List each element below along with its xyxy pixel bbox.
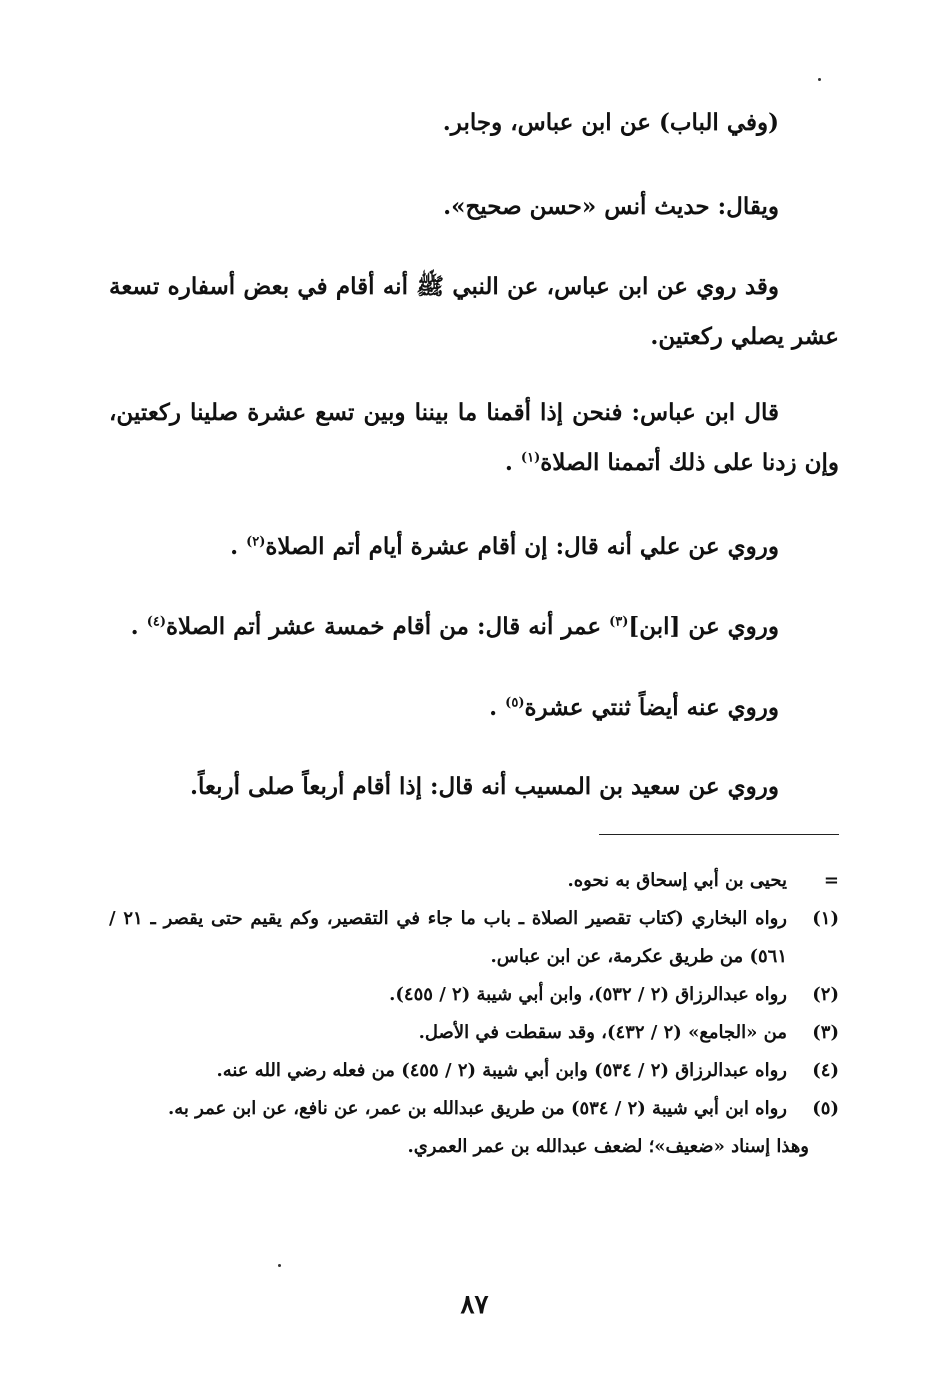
footnote-4-number: (٤) bbox=[812, 1060, 839, 1081]
paragraph-5-text: وروي عن علي أنه قال: إن أقام عشرة أيام أتم الصلاة bbox=[265, 533, 779, 560]
paragraph-5-end: . bbox=[230, 533, 247, 560]
footnote-ref-5: (٥) bbox=[505, 695, 525, 711]
footnote-1 bbox=[109, 900, 839, 976]
continuation-marker: = bbox=[823, 870, 839, 891]
footnote-2-number: (٢) bbox=[812, 984, 839, 1005]
paragraph-5 bbox=[49, 522, 779, 572]
footnote-divider bbox=[599, 834, 839, 835]
footnote-5-note: وهذا إسناد «ضعيف»؛ لضعف عبدالله بن عمر العمري. bbox=[407, 1136, 809, 1157]
page-number: ٨٧ bbox=[460, 1290, 489, 1320]
footnote-3 bbox=[109, 1014, 839, 1052]
footnote-4-text: رواه عبدالرزاق (٢ / ٥٣٤) وابن أبي شيبة (٢ / ٤٥٥) من فعله رضي الله عنه. bbox=[216, 1060, 787, 1081]
scan-speck bbox=[818, 78, 821, 81]
paragraph-1: (وفي الباب) عن ابن عباس، وجابر. bbox=[442, 109, 779, 136]
paragraph-4 bbox=[109, 388, 839, 488]
footnote-2-text: رواه عبدالرزاق (٢ / ٥٣٢)، وابن أبي شيبة (٢ / ٤٥٥). bbox=[389, 984, 787, 1005]
paragraph-4-end: . bbox=[504, 449, 521, 476]
footnote-1-text: رواه البخاري (كتاب تقصير الصلاة ـ باب ما جاء في التقصير، وكم يقيم حتى يقصر ـ ٢١ / ٥٦١) من طريق عكرمة، عن ابن عباس. bbox=[109, 908, 787, 967]
footnote-4 bbox=[109, 1052, 839, 1090]
paragraph-3: وقد روي عن ابن عباس، عن النبي ﷺ أنه أقام في بعض أسفاره تسعة عشر يصلي ركعتين. bbox=[109, 273, 839, 350]
footnote-3-number: (٣) bbox=[812, 1022, 839, 1043]
paragraph-6-part-b: عمر أنه قال: من أقام خمسة عشر أتم الصلاة bbox=[165, 613, 610, 640]
footnote-ref-3: (٣) bbox=[609, 614, 629, 630]
footnote-ref-2: (٢) bbox=[246, 534, 266, 550]
scan-speck bbox=[278, 1264, 281, 1267]
footnote-ref-4: (٤) bbox=[146, 614, 166, 630]
footnote-2 bbox=[109, 976, 839, 1014]
footnote-continuation bbox=[109, 862, 839, 900]
paragraph-7 bbox=[49, 683, 779, 733]
footnote-5-number: (٥) bbox=[812, 1098, 839, 1119]
paragraph-8: وروي عن سعيد بن المسيب أنه قال: إذا أقام أربعاً صلى أربعاً. bbox=[190, 773, 779, 800]
paragraph-4-text: قال ابن عباس: فنحن إذا أقمنا ما بيننا وبين تسع عشرة صلينا ركعتين، وإن زدنا على ذلك أتممنا الصلاة bbox=[109, 399, 839, 476]
paragraph-7-end: . bbox=[489, 694, 506, 721]
paragraph-7-text: وروي عنه أيضاً ثنتي عشرة bbox=[524, 694, 779, 721]
footnote-5-text: رواه ابن أبي شيبة (٢ / ٥٣٤) من طريق عبدالله بن عمر، عن نافع، عن ابن عمر به. bbox=[167, 1098, 787, 1119]
footnote-3-text: من «الجامع» (٢ / ٤٣٢)، وقد سقطت في الأصل. bbox=[418, 1022, 787, 1043]
paragraph-6-end: . bbox=[130, 613, 147, 640]
footnotes-section bbox=[109, 862, 839, 1166]
footnote-ref-1: (١) bbox=[520, 450, 541, 466]
paragraph-2: ويقال: حديث أنس «حسن صحيح». bbox=[443, 193, 779, 220]
paragraph-6 bbox=[49, 602, 779, 652]
footnote-5 bbox=[109, 1090, 839, 1128]
paragraph-6-part-a: وروي عن [ابن] bbox=[628, 613, 779, 640]
continuation-text: يحيى بن أبي إسحاق به نحوه. bbox=[567, 870, 787, 891]
footnote-1-number: (١) bbox=[812, 908, 839, 929]
